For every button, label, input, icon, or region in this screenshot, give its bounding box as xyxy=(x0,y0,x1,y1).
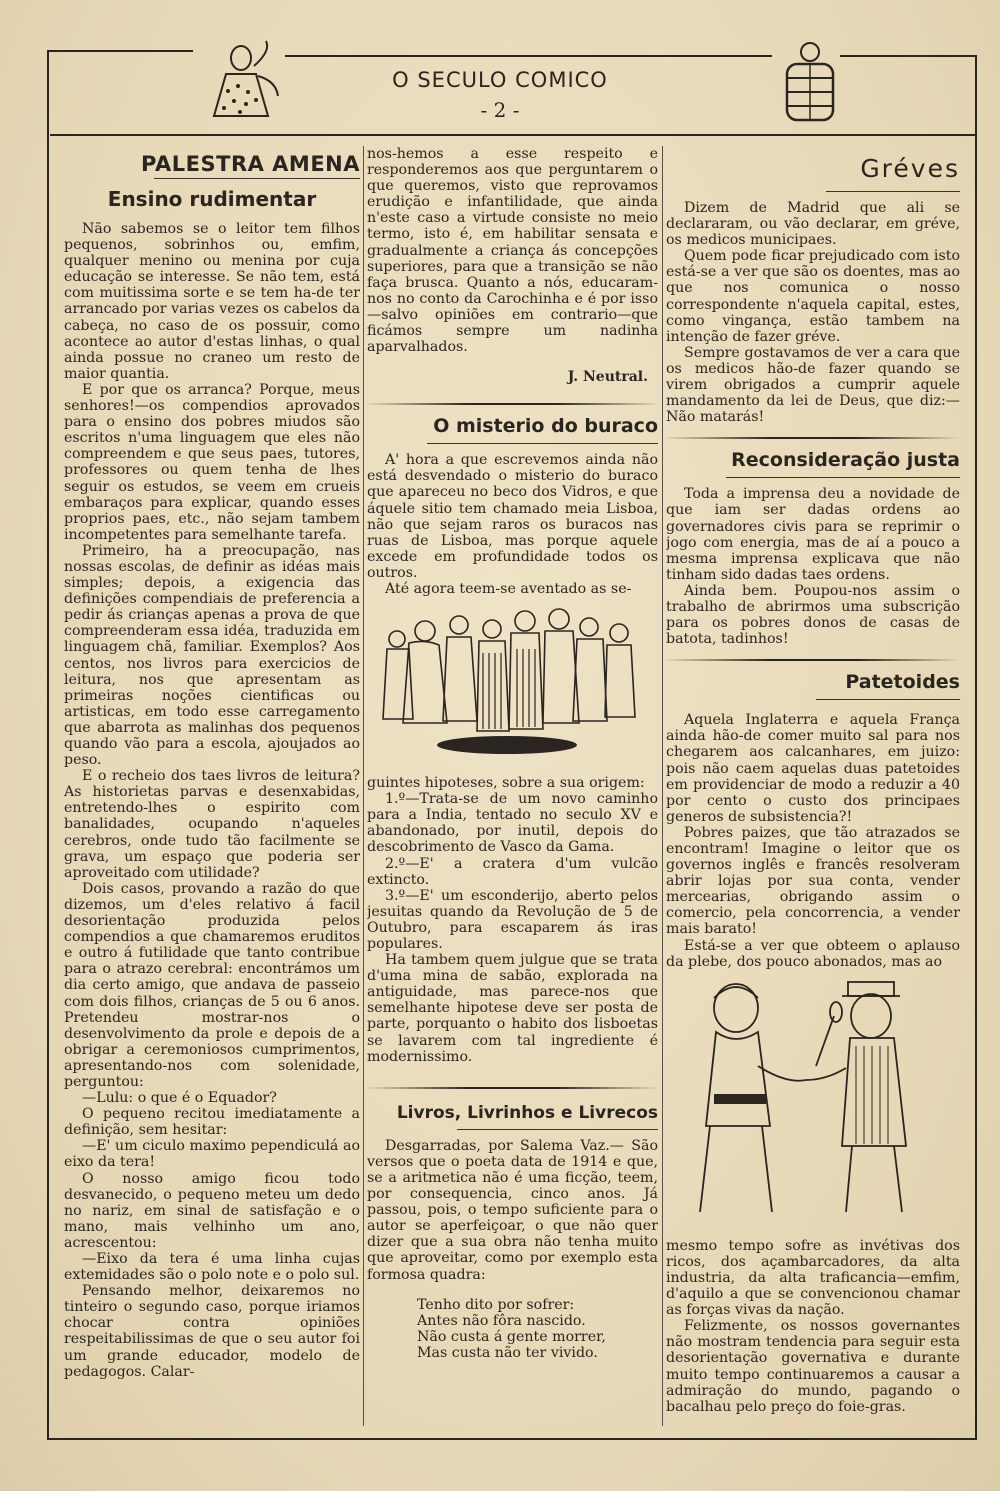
two-men-handshake-illustration xyxy=(666,976,960,1226)
two-men-illustration xyxy=(666,976,960,1230)
paragraph: Aquela Inglaterra e aquela França ainda hão-de comer muito sal para nos chegarem aos calcanhares, em juizo: pois não caem aquelas duas patetoides em providenciar de modo a reduzir a 40 por cento o custo dos principaes generos de subsistencia?! xyxy=(666,712,960,825)
continued-paragraph: nos-hemos a esse respeito e responderemos aos que perguntarem o que queremos, visto que reprovamos erudição e infantilidade, que ainda n'este caso a virtude consiste no meio termo, isto é, em habilitar sensata e gradualmente a criança ás concepções superiores, para que a transição se não faça brusca. Quanto a nós, educaram-nos no conto da Carochinha e é por isso—salvo opiniões em contrario—que ficámos sempre um nadinha aparvalhados. xyxy=(367,146,658,356)
column-3 xyxy=(666,146,960,1428)
hypothesis-item: 1.º—Trata-se de um novo caminho para a India, tentado no seculo XV e abandonado, por inutil, depois do descobrimento de Vasco da Gama. xyxy=(367,791,658,856)
paragraph: Está-se a ver que obteem o aplauso da plebe, dos pouco abonados, mas ao xyxy=(666,937,960,970)
dialogue-line: —Eixo da tera é uma linha cujas extemidades são o polo note e o polo sul. xyxy=(64,1251,360,1284)
paragraph: O pequeno recitou imediatamente a definição, sem hesitar: xyxy=(64,1106,360,1139)
paragraph: E o recheio dos taes livros de leitura? As historietas parvas e desenxabidas, entretendo-lhes o espirito com banalidades, ocupando n'aqueles cerebros, onde tudo tão facilmente se grava, um espaço que poderia ser aproveitado com utilidade? xyxy=(64,768,360,881)
column-2 xyxy=(367,146,658,1428)
paragraph: Pensando melhor, deixaremos no tinteiro o segundo caso, porque iriamos chocar contra opiniões respeitabilissimas de que o seu autor foi um grande educador, modelo de pedagogos. Calar- xyxy=(64,1283,360,1380)
section-divider xyxy=(367,399,658,409)
frame-left xyxy=(47,50,49,1440)
poem-line: Mas custa não ter vivido. xyxy=(417,1344,598,1361)
title-underline xyxy=(816,699,960,700)
article-title: Livros, Livrinhos e Livrecos xyxy=(396,1102,658,1123)
paragraph: Ha tambem quem julgue que se trata d'uma mina de sabão, explorada na antiguidade, mas parece-nos que semelhante hipotese deve ser posta de parte, porquanto o habito dos lisboetas se lavarem com tal ingrediente é modernissimo. xyxy=(367,952,658,1065)
poem-line: Antes não fôra nascido. xyxy=(417,1312,586,1329)
barrel-vignette-icon xyxy=(775,36,845,126)
frame-top-left xyxy=(48,50,193,52)
newspaper-title: O SECULO COMICO xyxy=(392,68,608,92)
poem-line: Tenho dito por sofrer: xyxy=(417,1296,575,1313)
section-divider xyxy=(666,433,960,443)
frame-top-mid xyxy=(285,55,772,57)
paragraph: Até agora teem-se aventado as se- xyxy=(385,580,632,597)
article-title: Patetoides xyxy=(845,671,960,694)
paragraph: Não sabemos se o leitor tem filhos pequenos, sobrinhos ou, emfim, qualquer menino ou menina por cuja educação se interesse. Se não tem, está com muitissima sorte e se tem ha-de ter arrancado por varias vezes os cabelos da cabeça, no caso de os possuir, como acontece ao autor d'estas linhas, o qual ainda possue no craneo um resto de maior quantia. xyxy=(64,221,360,382)
paragraph: O nosso amigo ficou todo desvanecido, o pequeno meteu um dedo no nariz, em sinal de satisfação e o mano, mais velhinho um ano, acrescentou: xyxy=(64,1170,360,1251)
paragraph: Sempre gostavamos de ver a cara que os medicos hão-de fazer quando se virem obrigados a cumprir aquele mandamento da lei de Deus, que diz:—Não matarás! xyxy=(666,344,960,426)
title-underline xyxy=(826,191,960,192)
paragraph: mesmo tempo sofre as invétivas dos ricos, dos açambarcadores, da alta industria, da alta traficancia—emfim, d'aquilo a que se convencionou chamar as forças vivas da nação. xyxy=(666,1237,960,1319)
paragraph: Desgarradas, por Salema Vaz.— São versos que o poeta data de 1914 e que, se a aritmetica não é uma ficção, teem, por consequencia, cinco anos. Já passou, pois, o tempo suficiente para o autor se aperfeiçoar, o que não quer dizer que a sua obra não tenha muito que aproveitar, como por exemplo esta formosa quadra: xyxy=(367,1137,658,1283)
dialogue-line: —Lulu: o que é o Equador? xyxy=(82,1090,277,1107)
dialogue-line: —E' um ciculo maximo pependiculá ao eixo da tera! xyxy=(64,1138,360,1171)
section-divider xyxy=(666,655,960,665)
hypothesis-item: 2.º—E' a cratera d'um vulcão extincto. xyxy=(367,855,658,888)
header-bottom-rule xyxy=(50,134,976,136)
title-underline xyxy=(154,178,360,179)
crowd-illustration xyxy=(367,603,658,767)
article-title: Ensino rudimentar xyxy=(107,187,317,211)
title-underline xyxy=(726,477,960,478)
page-number: - 2 - xyxy=(480,98,520,122)
paragraph: Toda a imprensa deu a novidade de que iam ser dadas ordens ao governadores civis para se reprimir o jogo com energia, mas de aí a pouco a mesma imprensa explicava que não tinham sido dadas taes ordens. xyxy=(666,486,960,583)
frame-right xyxy=(975,55,977,1440)
woman-vignette-icon xyxy=(196,36,286,126)
section-divider xyxy=(367,1083,658,1093)
paragraph: Dizem de Madrid que ali se declararam, ou vão declarar, em gréve, os medicos municipaes. xyxy=(666,200,960,249)
section-title: PALESTRA AMENA xyxy=(141,152,360,176)
poem-quatrain xyxy=(367,1297,658,1361)
column-separator-2 xyxy=(662,146,663,1426)
title-underline xyxy=(427,443,658,444)
paragraph: Felizmente, os nossos governantes não mostram tendencia para seguir esta desorientação governativa e durante muito tempo continuaremos a causar a admiração do mundo, pagando o bacalhau pelo preço do foie-gras. xyxy=(666,1318,960,1415)
article-title: Gréves xyxy=(860,154,960,183)
paragraph: Ainda bem. Poupou-nos assim o trabalho de abrirmos uma subscrição para os pobres donos de casas de batota, tadinhos! xyxy=(666,582,960,648)
paragraph: Quem pode ficar prejudicado com isto está-se a ver que são os doentes, mas ao que nos comunica o nosso correspondente n'aquela capital, estes, como vingança, estão tambem na intenção de fazer gréve. xyxy=(666,248,960,345)
frame-bottom xyxy=(47,1438,977,1440)
poem-line: Não custa á gente morrer, xyxy=(417,1328,606,1345)
author-signature: J. Neutral. xyxy=(567,369,648,386)
frame-top-right xyxy=(840,55,975,57)
column-separator-1 xyxy=(363,146,364,1426)
column-1 xyxy=(64,146,360,1428)
paragraph: Primeiro, ha a preocupação, nas nossas escolas, de definir as idéas mais simples; depois, a exigencia das definições compendiais de preferencia a pedir ás crianças apenas a prova de que compreenderam essa idéa, traduzida em linguagem chã, familiar. Exemplos? Aos centos, nos livros para exercicios de leitura, nos que apresentam as primeiras noções cientificas ou artisticas, em todo esse carregamento que abarrota as malinhas dos pequenos quando vão para a escola, ajoujados ao peso. xyxy=(64,542,360,769)
paragraph: E por que os arranca? Porque, meus senhores!—os compendios aprovados para o ensino dos pobres miudos são escritos n'uma linguagem que eles não compreendem e que seus paes, tutores, professores ou quem tenha de lhes seguir os estudos, se veem em crueis embaraços para explicar, quando esses proprios paes, etc., não sejam tambem incompetentes para semelhante tarefa. xyxy=(64,381,360,543)
article-title: Reconsideração justa xyxy=(731,449,960,472)
paragraph: Dois casos, provando a razão do que dizemos, um d'eles relativo á facil desorientação produzida pelos compendios a que chamaremos eruditos e outro á futilidade que tanto contribue para o atrazo cerebral: encontrámos um dia certo amigo, que andava de passeio com dois filhos, crianças de 5 ou 6 anos. Pretendeu mostrar-nos o desenvolvimento da prole e depois de a obrigar a ceremoniosos cumprimentos, apresentando-nos com solenidade, perguntou: xyxy=(64,880,360,1090)
paragraph: guintes hipoteses, sobre a sua origem: xyxy=(367,775,645,792)
title-underline xyxy=(457,1129,658,1130)
hypothesis-item: 3.º—E' um esconderijo, aberto pelos jesuitas quando da Revolução de 5 de Outubro, para escaparem ás iras populares. xyxy=(367,887,658,952)
paragraph: Pobres paizes, que tão atrazados se encontram! Imagine o leitor que os governos inglês e francês resolveram abrir lojas por sua conta, vender mercearias, obrigando assim o comercio, pela concorrencia, a vender mais barato! xyxy=(666,824,960,938)
paragraph: A' hora a que escrevemos ainda não está desvendado o misterio do buraco que apareceu no beco dos Vidros, e que áquele sitio tem chamado meia Lisboa, não que sejam raros os buracos nas ruas de Lisboa, mas porque aquele excede em profundidade todos os outros. xyxy=(367,452,658,581)
article-title: O misterio do buraco xyxy=(433,415,658,438)
crowd-around-hole-illustration xyxy=(367,603,658,763)
